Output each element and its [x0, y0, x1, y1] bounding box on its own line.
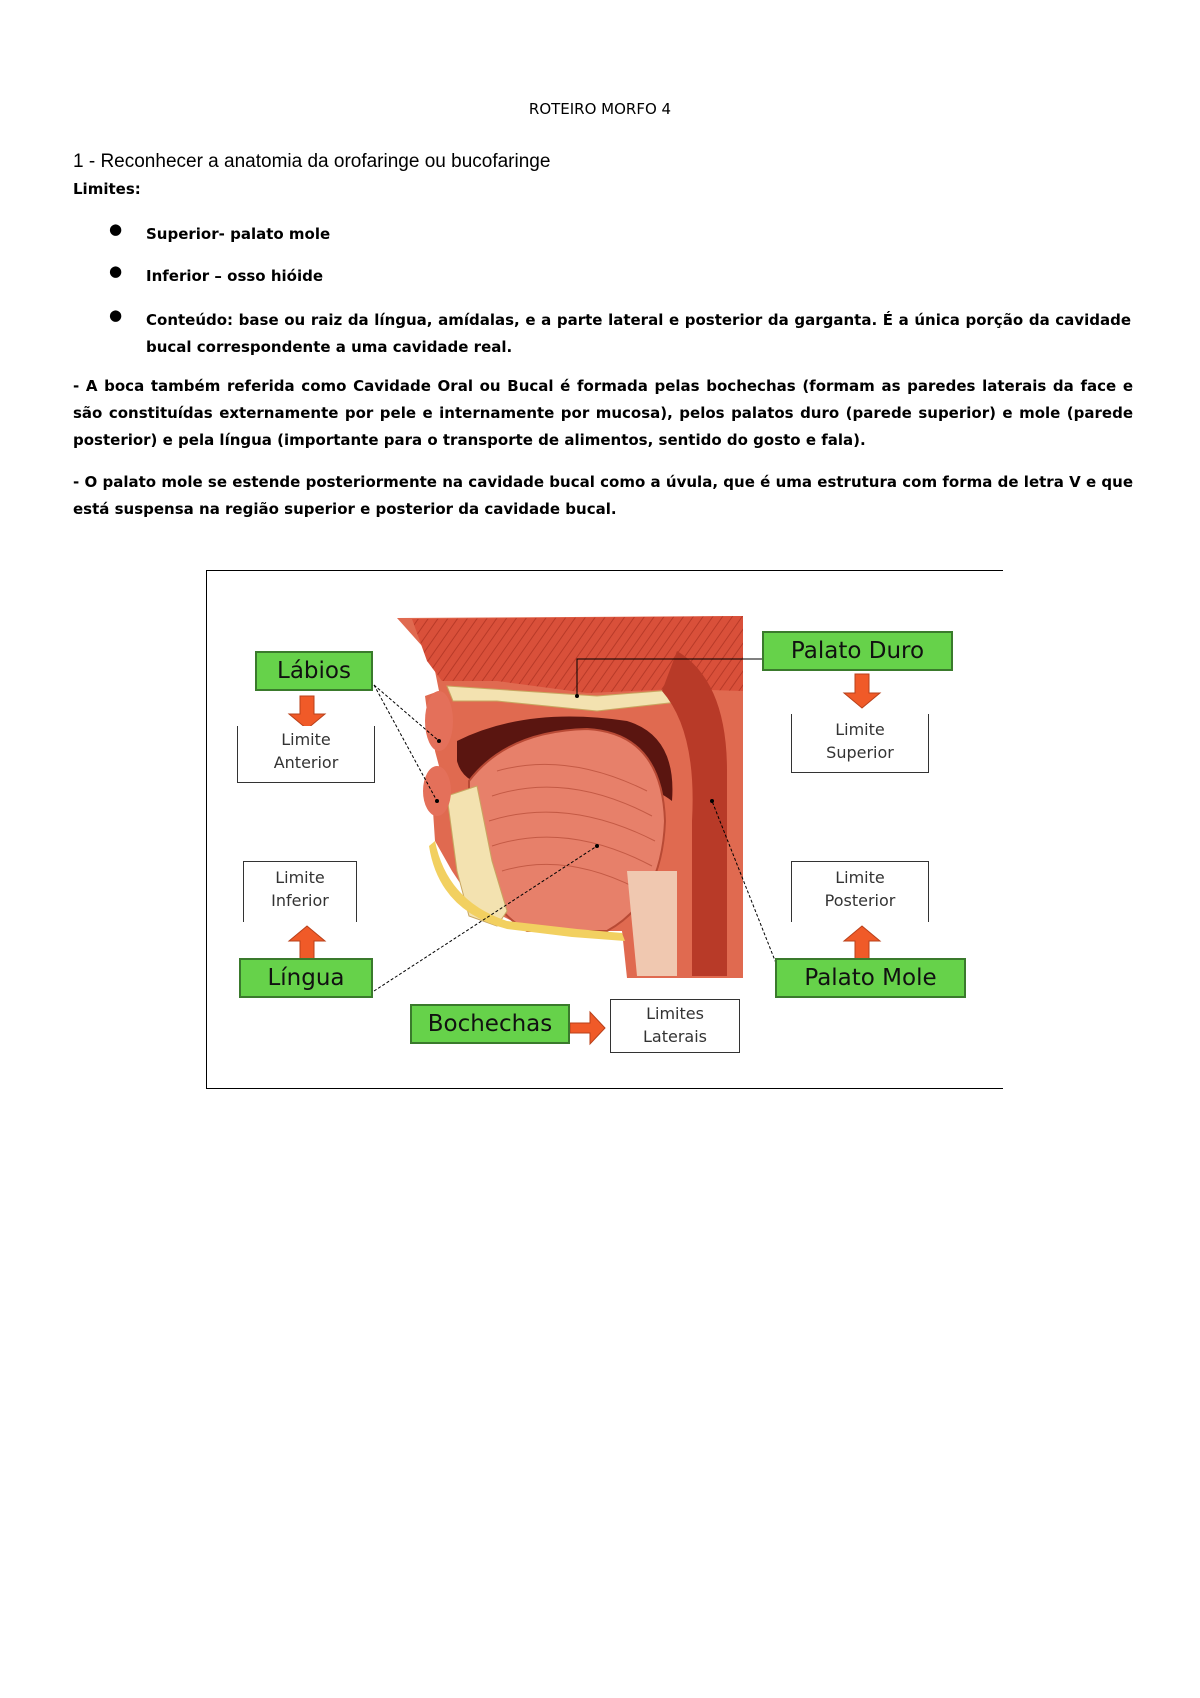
bullet-text: Inferior – osso hióide: [146, 267, 324, 285]
arrow-down-icon: [844, 674, 880, 708]
limit-laterais-line1: Limites: [646, 1004, 704, 1023]
arrow-down-icon: [289, 696, 325, 729]
label-labios: Lábios: [255, 651, 373, 691]
limit-posterior-line2: Posterior: [824, 891, 896, 910]
arrow-up-icon: [844, 926, 880, 961]
bullet-icon: ●: [109, 306, 123, 324]
limit-anterior-box: [237, 726, 375, 783]
bullet-icon: ●: [109, 220, 123, 238]
limit-superior-box: [791, 714, 929, 773]
anatomy-figure: [206, 570, 1003, 1089]
label-palato-duro: Palato Duro: [762, 631, 953, 671]
limit-inferior-line1: Limite: [275, 868, 325, 887]
bullet-text: Superior- palato mole: [146, 225, 331, 243]
limit-anterior-line2: Anterior: [273, 753, 339, 772]
limit-inferior-line2: Inferior: [271, 891, 329, 910]
bullet-icon: ●: [109, 262, 123, 280]
limit-laterais-box: [610, 999, 740, 1053]
section-heading: 1 - Reconhecer a anatomia da orofaringe ou bucofaringe: [73, 151, 551, 172]
label-lingua: Língua: [239, 958, 373, 998]
label-palato-mole: Palato Mole: [775, 958, 966, 998]
limit-anterior-line1: Limite: [281, 730, 331, 749]
limit-superior-line2: Superior: [826, 743, 894, 762]
limit-posterior-box: [791, 861, 929, 922]
paragraph-mouth: - A boca também referida como Cavidade Oral ou Bucal é formada pelas bochechas (formam as paredes laterais da face e são constituídas externamente por pele e internamente por mucosa), pelos palatos duro (parede superior) e mole (parede posterior) e pela língua (importante para o transporte de alimentos, sentido do gosto e fala).: [73, 377, 1133, 449]
page-title: ROTEIRO MORFO 4: [528, 100, 672, 118]
bullet-text: Conteúdo: base ou raiz da língua, amídalas, e a parte lateral e posterior da garganta. É a única porção da cavidade bucal correspondente a uma cavidade real.: [146, 311, 1131, 356]
label-bochechas: Bochechas: [410, 1004, 570, 1044]
arrow-right-icon: [570, 1012, 605, 1044]
limit-posterior-line1: Limite: [835, 868, 885, 887]
lower-lip: [423, 766, 451, 816]
limit-laterais-line2: Laterais: [643, 1027, 707, 1046]
limit-superior-line1: Limite: [835, 720, 885, 739]
limits-label: Limites:: [73, 180, 141, 198]
arrow-up-icon: [289, 926, 325, 961]
paragraph-soft-palate: - O palato mole se estende posteriormente na cavidade bucal como a úvula, que é uma estrutura com forma de letra V e que está suspensa na região superior e posterior da cavidade bucal.: [73, 473, 1133, 518]
limit-inferior-box: [243, 861, 357, 922]
